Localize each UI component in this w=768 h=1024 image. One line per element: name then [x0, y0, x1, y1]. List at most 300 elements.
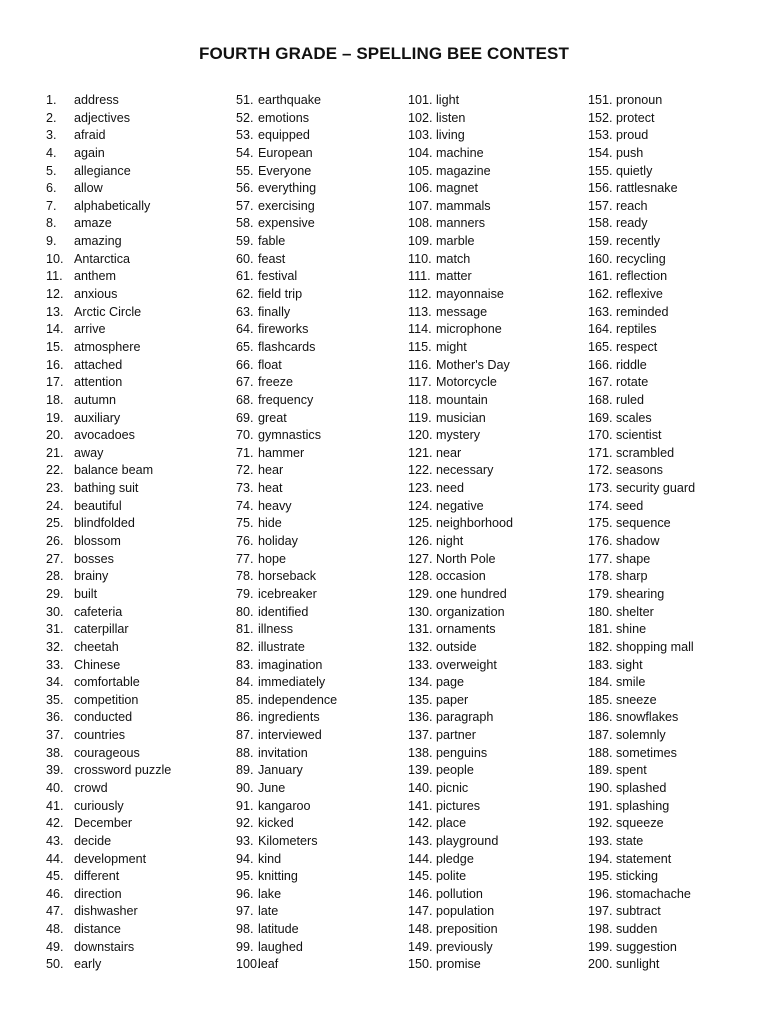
item-number: 125.	[408, 516, 433, 531]
item-number: 197.	[588, 904, 613, 919]
item-number: 50.	[46, 957, 64, 972]
spelling-word: independence	[258, 692, 338, 707]
item-number: 158.	[588, 216, 613, 231]
item-number: 14.	[46, 322, 64, 337]
item-number: 169.	[588, 410, 613, 425]
spelling-word: shape	[616, 551, 651, 566]
spelling-word: horseback	[258, 569, 317, 584]
item-number: 61.	[236, 269, 254, 284]
item-number: 127.	[408, 551, 433, 566]
item-number: 143.	[408, 833, 433, 848]
item-number: 149.	[408, 939, 433, 954]
spelling-word: reach	[616, 198, 648, 213]
spelling-word: emotions	[258, 110, 310, 125]
spelling-word: mountain	[436, 392, 488, 407]
item-number: 134.	[408, 675, 433, 690]
item-number: 182.	[588, 639, 613, 654]
item-number: 46.	[46, 886, 64, 901]
spelling-word: seed	[616, 498, 644, 513]
item-number: 99.	[236, 939, 254, 954]
item-number: 8.	[46, 216, 57, 231]
spelling-word: hammer	[258, 445, 305, 460]
spelling-word: shadow	[616, 534, 660, 549]
item-number: 95.	[236, 869, 254, 884]
item-number: 47.	[46, 904, 64, 919]
item-number: 18.	[46, 392, 64, 407]
item-number: 78.	[236, 569, 254, 584]
item-number: 163.	[588, 304, 613, 319]
item-number: 129.	[408, 586, 433, 601]
spelling-word: curiously	[74, 798, 124, 813]
spelling-word: hope	[258, 551, 287, 566]
spelling-word: sharp	[616, 569, 648, 584]
item-number: 42.	[46, 816, 64, 831]
spelling-word: pollution	[436, 886, 483, 901]
spelling-word: identified	[258, 604, 309, 619]
item-number: 20.	[46, 428, 64, 443]
item-number: 152.	[588, 110, 613, 125]
item-number: 71.	[236, 445, 254, 460]
item-number: 157.	[588, 198, 613, 213]
spelling-word: reflexive	[616, 287, 663, 302]
item-number: 32.	[46, 639, 64, 654]
item-number: 57.	[236, 198, 254, 213]
item-number: 69.	[236, 410, 254, 425]
spelling-word: respect	[616, 339, 658, 354]
spelling-word: sneeze	[616, 692, 657, 707]
spelling-word: flashcards	[258, 339, 316, 354]
spelling-word: expensive	[258, 216, 315, 231]
item-number: 89.	[236, 763, 254, 778]
item-number: 116.	[408, 357, 432, 372]
spelling-word: beautiful	[74, 498, 122, 513]
item-number: 15.	[46, 339, 64, 354]
spelling-word: crossword puzzle	[74, 763, 172, 778]
item-number: 102.	[408, 110, 433, 125]
spelling-word: illness	[258, 622, 293, 637]
item-number: 38.	[46, 745, 64, 760]
spelling-word: earthquake	[258, 93, 322, 107]
spelling-word: courageous	[74, 745, 140, 760]
spelling-word: Antarctica	[74, 251, 130, 266]
item-number: 119.	[408, 410, 432, 425]
spelling-word: adjectives	[74, 110, 131, 125]
item-number: 156.	[588, 181, 613, 196]
item-number: 183.	[588, 657, 613, 672]
spelling-word: bathing suit	[74, 481, 139, 496]
spelling-word: microphone	[436, 322, 502, 337]
item-number: 73.	[236, 481, 254, 496]
spelling-word: picnic	[436, 780, 469, 795]
spelling-word: exercising	[258, 198, 315, 213]
spelling-word: immediately	[258, 675, 326, 690]
item-number: 16.	[46, 357, 64, 372]
spelling-word: magazine	[436, 163, 491, 178]
spelling-word: suggestion	[616, 939, 677, 954]
item-number: 96.	[236, 886, 254, 901]
spelling-word: preposition	[436, 922, 498, 937]
item-number: 100.	[236, 957, 261, 972]
spelling-word: outside	[436, 639, 477, 654]
spelling-word: brainy	[74, 569, 109, 584]
item-number: 160.	[588, 251, 613, 266]
item-number: 11.	[46, 269, 63, 284]
spelling-word: people	[436, 763, 474, 778]
spelling-word: balance beam	[74, 463, 154, 478]
spelling-word: negative	[436, 498, 484, 513]
item-number: 59.	[236, 234, 254, 249]
item-number: 185.	[588, 692, 613, 707]
item-number: 145.	[408, 869, 433, 884]
item-number: 93.	[236, 833, 254, 848]
item-number: 17.	[46, 375, 64, 390]
spelling-word: subtract	[616, 904, 661, 919]
spelling-word: paper	[436, 692, 469, 707]
item-number: 79.	[236, 586, 254, 601]
item-number: 199.	[588, 939, 613, 954]
spelling-word: amaze	[74, 216, 112, 231]
spelling-word: imagination	[258, 657, 323, 672]
spelling-word: competition	[74, 692, 139, 707]
spelling-word: development	[74, 851, 147, 866]
spelling-word: Kilometers	[258, 833, 318, 848]
item-number: 146.	[408, 886, 433, 901]
spelling-word: matter	[436, 269, 472, 284]
item-number: 105.	[408, 163, 433, 178]
item-number: 7.	[46, 198, 57, 213]
item-number: 22.	[46, 463, 64, 478]
spelling-word: hear	[258, 463, 284, 478]
item-number: 39.	[46, 763, 64, 778]
item-number: 48.	[46, 922, 64, 937]
item-number: 154.	[588, 145, 613, 160]
item-number: 124.	[408, 498, 433, 513]
item-number: 29.	[46, 586, 64, 601]
item-number: 151.	[588, 93, 613, 107]
spelling-word: laughed	[258, 939, 303, 954]
item-number: 92.	[236, 816, 254, 831]
item-number: 41.	[46, 798, 64, 813]
item-number: 138.	[408, 745, 433, 760]
item-number: 173.	[588, 481, 613, 496]
spelling-word: latitude	[258, 922, 299, 937]
item-number: 110.	[408, 251, 432, 266]
spelling-word: atmosphere	[74, 339, 141, 354]
item-number: 97.	[236, 904, 254, 919]
spelling-word: frequency	[258, 392, 314, 407]
spelling-word: sudden	[616, 922, 658, 937]
item-number: 24.	[46, 498, 64, 513]
spelling-word: North Pole	[436, 551, 496, 566]
item-number: 75.	[236, 516, 254, 531]
spelling-word: sticking	[616, 869, 658, 884]
spelling-word: splashing	[616, 798, 670, 813]
spelling-word: state	[616, 833, 644, 848]
item-number: 64.	[236, 322, 254, 337]
item-number: 144.	[408, 851, 433, 866]
spelling-word: seasons	[616, 463, 663, 478]
spelling-word: January	[258, 763, 303, 778]
spelling-word: playground	[436, 833, 499, 848]
spelling-word: away	[74, 445, 104, 460]
spelling-word: hide	[258, 516, 282, 531]
item-number: 139.	[408, 763, 433, 778]
spelling-word: neighborhood	[436, 516, 514, 531]
spelling-word: ornaments	[436, 622, 496, 637]
item-number: 190.	[588, 780, 613, 795]
spelling-word: sequence	[616, 516, 671, 531]
item-number: 33.	[46, 657, 64, 672]
spelling-word: dishwasher	[74, 904, 138, 919]
spelling-word: anthem	[74, 269, 117, 284]
item-number: 137.	[408, 728, 433, 743]
item-number: 94.	[236, 851, 254, 866]
spelling-word: ruled	[616, 392, 645, 407]
item-number: 72.	[236, 463, 254, 478]
spelling-word: different	[74, 869, 120, 884]
item-number: 132.	[408, 639, 433, 654]
spelling-word: Chinese	[74, 657, 121, 672]
item-number: 153.	[588, 128, 613, 143]
spelling-word: one hundred	[436, 586, 507, 601]
item-number: 193.	[588, 833, 613, 848]
item-number: 126.	[408, 534, 433, 549]
item-number: 120.	[408, 428, 433, 443]
item-number: 131.	[408, 622, 433, 637]
item-number: 101.	[408, 93, 433, 107]
spelling-word: organization	[436, 604, 505, 619]
item-number: 148.	[408, 922, 433, 937]
spelling-word: shelter	[616, 604, 654, 619]
spelling-word: smile	[616, 675, 646, 690]
spelling-word: magnet	[436, 181, 479, 196]
spelling-word: autumn	[74, 392, 117, 407]
spelling-word: gymnastics	[258, 428, 321, 443]
spelling-word: icebreaker	[258, 586, 317, 601]
item-number: 115.	[408, 339, 432, 354]
item-number: 30.	[46, 604, 64, 619]
spelling-word: stomachache	[616, 886, 691, 901]
item-number: 184.	[588, 675, 613, 690]
item-number: 83.	[236, 657, 254, 672]
item-number: 27.	[46, 551, 64, 566]
item-number: 141.	[408, 798, 433, 813]
spelling-word: kicked	[258, 816, 294, 831]
spelling-word: heavy	[258, 498, 292, 513]
spelling-word: June	[258, 780, 286, 795]
spelling-word: blindfolded	[74, 516, 135, 531]
item-number: 117.	[408, 375, 432, 390]
spelling-word: equipped	[258, 128, 310, 143]
item-number: 147.	[408, 904, 433, 919]
item-number: 112.	[408, 287, 432, 302]
spelling-word: reptiles	[616, 322, 657, 337]
spelling-word: reminded	[616, 304, 669, 319]
spelling-word: pictures	[436, 798, 481, 813]
spelling-word: allegiance	[74, 163, 131, 178]
item-number: 23.	[46, 481, 64, 496]
item-number: 170.	[588, 428, 613, 443]
item-number: 60.	[236, 251, 254, 266]
spelling-word: paragraph	[436, 710, 494, 725]
spelling-word: cafeteria	[74, 604, 123, 619]
item-number: 178.	[588, 569, 613, 584]
spelling-word: holiday	[258, 534, 298, 549]
spelling-word: arrive	[74, 322, 106, 337]
spelling-word: attention	[74, 375, 123, 390]
item-number: 180.	[588, 604, 613, 619]
item-number: 9.	[46, 234, 57, 249]
item-number: 113.	[408, 304, 432, 319]
item-number: 133.	[408, 657, 433, 672]
item-number: 162.	[588, 287, 613, 302]
item-number: 43.	[46, 833, 64, 848]
spelling-word: squeeze	[616, 816, 664, 831]
spelling-word: population	[436, 904, 495, 919]
spelling-word: shine	[616, 622, 647, 637]
item-number: 21.	[46, 445, 64, 460]
spelling-word: built	[74, 586, 98, 601]
item-number: 136.	[408, 710, 433, 725]
item-number: 155.	[588, 163, 613, 178]
spelling-word: recently	[616, 234, 661, 249]
item-number: 5.	[46, 163, 57, 178]
spelling-word: scientist	[616, 428, 662, 443]
spelling-word: push	[616, 145, 644, 160]
spelling-word: fireworks	[258, 322, 309, 337]
item-number: 186.	[588, 710, 613, 725]
spelling-word: allow	[74, 181, 103, 196]
item-number: 25.	[46, 516, 64, 531]
item-number: 13.	[46, 304, 64, 319]
item-number: 90.	[236, 780, 254, 795]
spelling-word: anxious	[74, 287, 118, 302]
spelling-word: necessary	[436, 463, 494, 478]
spelling-word: overweight	[436, 657, 497, 672]
item-number: 88.	[236, 745, 254, 760]
item-number: 123.	[408, 481, 433, 496]
item-number: 142.	[408, 816, 433, 831]
spelling-word: penguins	[436, 745, 488, 760]
spelling-word: mystery	[436, 428, 481, 443]
item-number: 67.	[236, 375, 254, 390]
spelling-word: living	[436, 128, 465, 143]
item-number: 175.	[588, 516, 613, 531]
item-number: 1.	[46, 93, 57, 107]
spelling-word: Arctic Circle	[74, 304, 142, 319]
spelling-word: float	[258, 357, 282, 372]
spelling-word: again	[74, 145, 105, 160]
spelling-word: alphabetically	[74, 198, 151, 213]
item-number: 192.	[588, 816, 613, 831]
spelling-word: protect	[616, 110, 655, 125]
item-number: 84.	[236, 675, 254, 690]
item-number: 179.	[588, 586, 613, 601]
spelling-word: kangaroo	[258, 798, 311, 813]
item-number: 56.	[236, 181, 254, 196]
item-number: 121.	[408, 445, 433, 460]
item-number: 196.	[588, 886, 613, 901]
item-number: 177.	[588, 551, 613, 566]
spelling-word: musician	[436, 410, 486, 425]
spelling-word: field trip	[258, 287, 303, 302]
spelling-word: ready	[616, 216, 648, 231]
spelling-word: conducted	[74, 710, 133, 725]
item-number: 74.	[236, 498, 254, 513]
item-number: 140.	[408, 780, 433, 795]
item-number: 189.	[588, 763, 613, 778]
spelling-word: pledge	[436, 851, 474, 866]
item-number: 111.	[408, 269, 431, 284]
spelling-word: caterpillar	[74, 622, 129, 637]
spelling-word: solemnly	[616, 728, 666, 743]
spelling-word: promise	[436, 957, 481, 972]
spelling-word: need	[436, 481, 465, 496]
item-number: 68.	[236, 392, 254, 407]
spelling-word: early	[74, 957, 102, 972]
item-number: 91.	[236, 798, 254, 813]
spelling-word: previously	[436, 939, 493, 954]
item-number: 159.	[588, 234, 613, 249]
item-number: 104.	[408, 145, 433, 160]
spelling-word: avocadoes	[74, 428, 135, 443]
spelling-word: message	[436, 304, 488, 319]
spelling-word: scales	[616, 410, 652, 425]
item-number: 52.	[236, 110, 254, 125]
item-number: 77.	[236, 551, 254, 566]
spelling-word: splashed	[616, 780, 667, 795]
spelling-word: feast	[258, 251, 286, 266]
item-number: 26.	[46, 534, 64, 549]
spelling-word: December	[74, 816, 133, 831]
spelling-word: sunlight	[616, 957, 660, 972]
spelling-word: recycling	[616, 251, 666, 266]
item-number: 171.	[588, 445, 613, 460]
spelling-word: heat	[258, 481, 283, 496]
spelling-word: riddle	[616, 357, 647, 372]
item-number: 31.	[46, 622, 64, 637]
spelling-word: knitting	[258, 869, 298, 884]
item-number: 76.	[236, 534, 254, 549]
item-number: 36.	[46, 710, 64, 725]
spelling-word: mayonnaise	[436, 287, 504, 302]
item-number: 103.	[408, 128, 433, 143]
item-number: 3.	[46, 128, 57, 143]
spelling-word: cheetah	[74, 639, 119, 654]
spelling-word: shearing	[616, 586, 665, 601]
item-number: 49.	[46, 939, 64, 954]
item-number: 98.	[236, 922, 254, 937]
spelling-word: amazing	[74, 234, 122, 249]
item-number: 35.	[46, 692, 64, 707]
spelling-word: page	[436, 675, 465, 690]
spelling-word: mammals	[436, 198, 491, 213]
item-number: 55.	[236, 163, 254, 178]
item-number: 34.	[46, 675, 64, 690]
item-number: 4.	[46, 145, 57, 160]
spelling-word: statement	[616, 851, 672, 866]
spelling-word: ingredients	[258, 710, 320, 725]
item-number: 109.	[408, 234, 433, 249]
spelling-word: countries	[74, 728, 126, 743]
item-number: 82.	[236, 639, 254, 654]
item-number: 54.	[236, 145, 254, 160]
spelling-word: marble	[436, 234, 475, 249]
spelling-word: attached	[74, 357, 123, 372]
spelling-word: bosses	[74, 551, 114, 566]
spelling-word: fable	[258, 234, 286, 249]
item-number: 66.	[236, 357, 254, 372]
